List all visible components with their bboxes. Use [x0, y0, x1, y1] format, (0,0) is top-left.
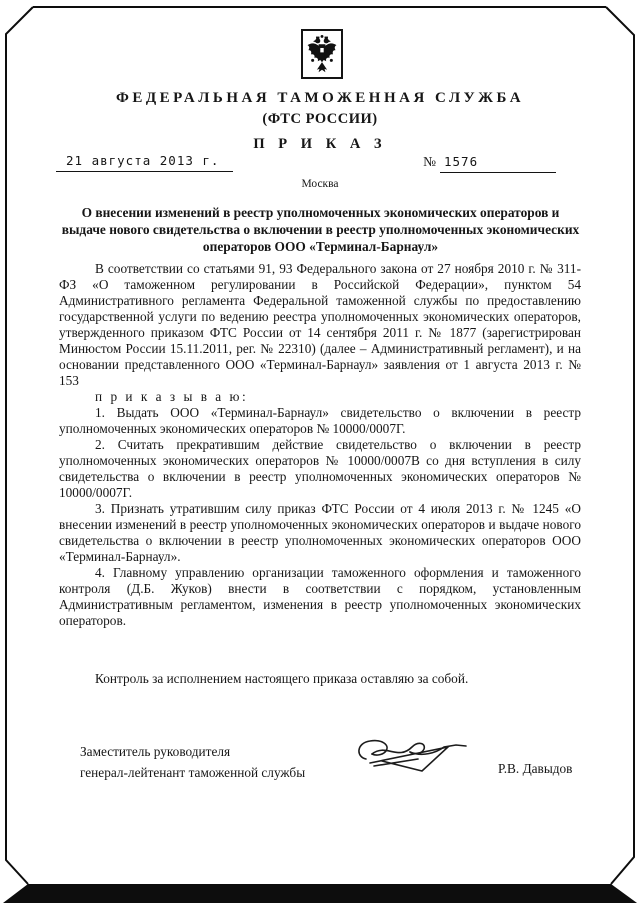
number-label: № — [423, 154, 436, 169]
control-paragraph: Контроль за исполнением настоящего приказа оставляю за собой. — [95, 671, 469, 686]
signer-position-line1: Заместитель руководителя — [80, 744, 231, 759]
signer-name: Р.В. Давыдов — [498, 761, 573, 776]
doc-type-heading: П Р И К А З — [253, 136, 387, 152]
double-headed-eagle-icon — [305, 33, 339, 75]
number-value: 1576 — [440, 154, 556, 173]
handwritten-signature-icon — [352, 733, 488, 789]
order-item-4: 4. Главному управлению организации таможенного оформления и таможенного контроля (Д.Б. Жуков) внести в соответствии с порядком, установленным Административным регламентом, изменения в реестр уполномоченных экономических операторов. — [59, 565, 581, 628]
city-label: Москва — [301, 178, 339, 190]
order-item-2: 2. Считать прекратившим действие свидетельство о включении в реестр уполномоченных экономических операторов № 10000/0007В со дня вступления в силу свидетельства о включении в реестр уполномоченных экономических операторов № 10000/0007Г. — [59, 437, 581, 500]
org-name: ФЕДЕРАЛЬНАЯ ТАМОЖЕННАЯ СЛУЖБА — [115, 90, 525, 106]
order-word: п р и к а з ы в а ю: — [95, 389, 249, 404]
signer-position-line2: генерал-лейтенант таможенной службы — [80, 765, 306, 780]
doc-body — [59, 261, 581, 687]
date-value: 21 августа 2013 г. — [56, 153, 233, 172]
signer-position — [80, 741, 380, 783]
org-short-name: (ФТС РОССИИ) — [262, 111, 378, 127]
intro-paragraph: В соответствии со статьями 91, 93 Федерального закона от 27 ноября 2010 г. № 311-ФЗ «О таможенном регулировании в Российской Федерации», пунктом 54 Административного регламента Федеральной таможенной службы по предоставлению государственной услуги по ведению реестра уполномоченных экономических операторов, утвержденного приказом ФТС России от 14 сентября 2011 г. № 1877 (зарегистрирован Минюстом России 15.11.2011, рег. № 22310) (далее – Административный регламент), и на основании представленного ООО «Терминал-Барнаул» заявления от 1 августа 2013 г. № 153 — [59, 261, 581, 388]
order-item-3: 3. Признать утратившим силу приказ ФТС России от 4 июля 2013 г. № 1245 «О внесении изменений в реестр уполномоченных экономических операторов и выдаче нового свидетельства о включении в реестр уполномоченных экономических операторов ООО «Терминал-Барнаул». — [59, 501, 581, 564]
number-group — [423, 153, 556, 173]
emblem-box — [301, 29, 343, 79]
doc-title: О внесении изменений в реестр уполномоченных экономических операторов и выдаче нового свидетельства о включении в реестр уполномоченных экономических операторов ООО «Терминал-Барнаул» — [61, 205, 580, 254]
order-item-1: 1. Выдать ООО «Терминал-Барнаул» свидетельство о включении в реестр уполномоченных экономических операторов № 10000/0007Г. — [59, 405, 581, 436]
